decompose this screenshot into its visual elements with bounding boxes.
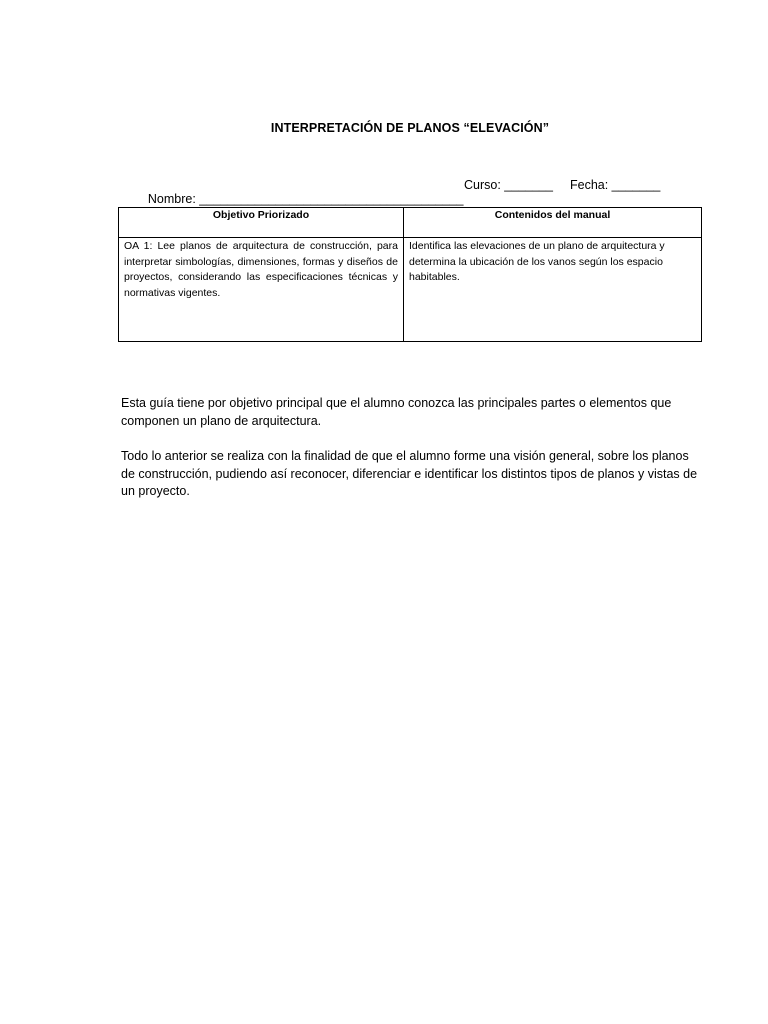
table-header-row [119, 208, 702, 238]
body-paragraph-1: Esta guía tiene por objetivo principal que el alumno conozca las principales partes o elementos que componen un plano de arquitectura. [121, 396, 672, 428]
column-header-objetivo: Objetivo Priorizado [119, 208, 404, 238]
document-title: INTERPRETACIÓN DE PLANOS “ELEVACIÓN” [270, 121, 550, 135]
nombre-field: Nombre: ______________________________________ [147, 192, 464, 206]
table-row [119, 238, 702, 342]
objectives-table [118, 207, 702, 342]
objetivo-cell: OA 1: Lee planos de arquitectura de construcción, para interpretar simbologías, dimensiones, formas y diseños de proyectos, considerando las especificaciones técnicas y normativas vigentes. [119, 238, 404, 342]
body-paragraph-2: Todo lo anterior se realiza con la finalidad de que el alumno forme una visión general, sobre los planos de construcción, pudiendo así reconocer, diferenciar e identificar los distintos tipos de planos y vistas de un proyecto. [121, 449, 698, 498]
curso-field: Curso: _______ [464, 178, 553, 192]
column-header-contenidos: Contenidos del manual [404, 208, 702, 238]
fecha-field: Fecha: _______ [570, 178, 661, 192]
contenidos-cell: Identifica las elevaciones de un plano de arquitectura y determina la ubicación de los vanos según los espacio habitables. [404, 238, 702, 342]
